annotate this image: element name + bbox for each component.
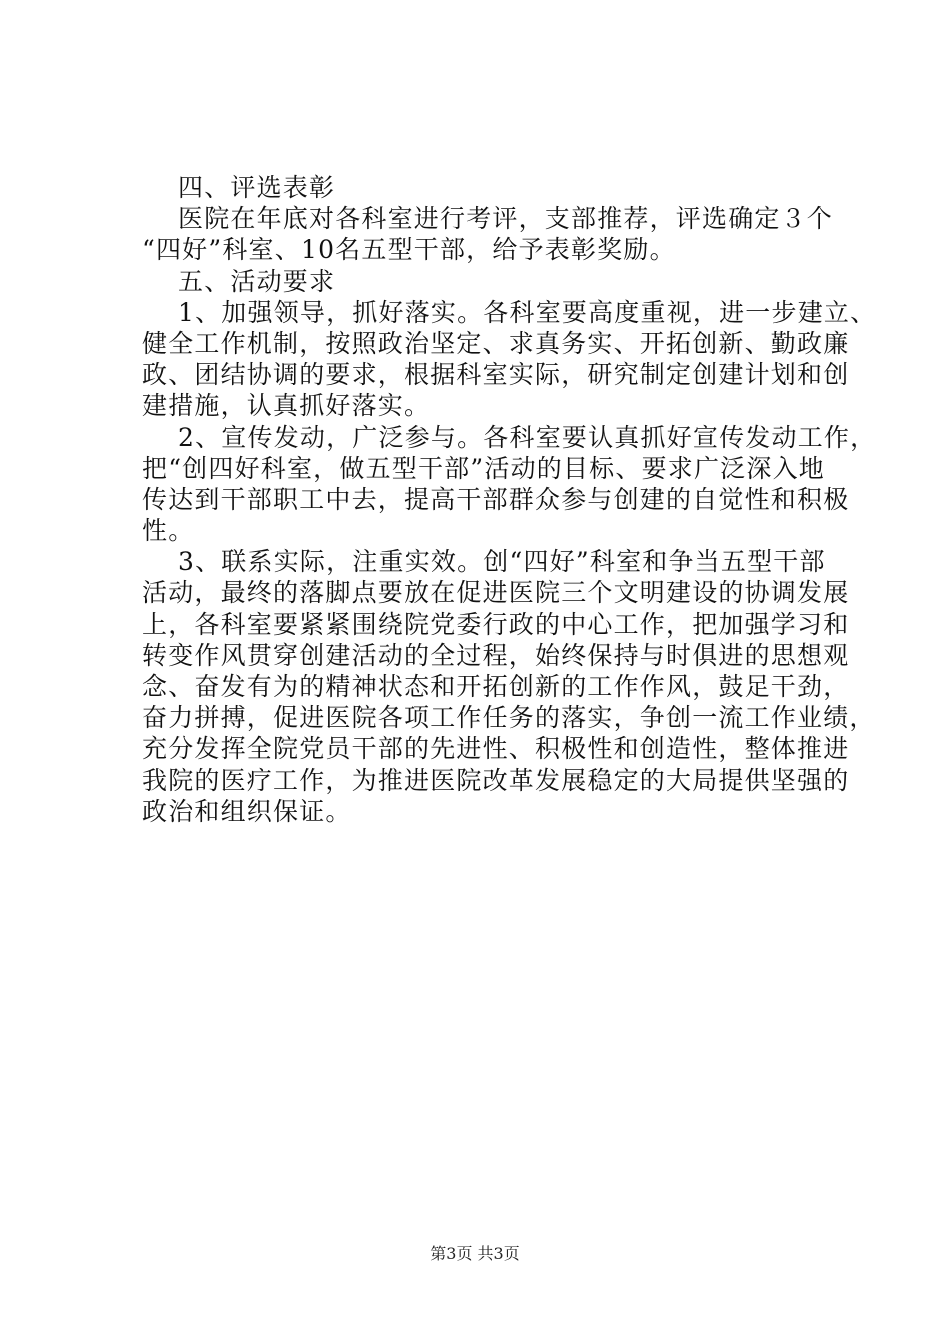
paragraph-line: 性。 [142, 516, 195, 546]
paragraph-line: 充分发挥全院党员干部的先进性、积极性和创造性，整体推进 [142, 734, 850, 764]
paragraph-line: 转变作风贯穿创建活动的全过程，始终保持与时俱进的思想观 [142, 640, 850, 670]
heading-section-4: 四、评选表彰 [178, 173, 336, 202]
paragraph-line: 我院的医疗工作，为推进医院改革发展稳定的大局提供坚强的 [142, 765, 850, 795]
paragraph-line: 奋力拼搏，促进医院各项工作任务的落实，争创一流工作业绩， [142, 703, 876, 733]
paragraph-line: 政、团结协调的要求，根据科室实际，研究制定创建计划和创 [142, 360, 850, 390]
paragraph-line: 医院在年底对各科室进行考评，支部推荐，评选确定３个 [178, 204, 834, 234]
paragraph-line: 健全工作机制，按照政治坚定、求真务实、开拓创新、勤政廉 [142, 328, 850, 358]
page-footer: 第3页 共3页 [430, 1244, 520, 1263]
document-body [142, 172, 877, 827]
paragraph-line: 3、联系实际，注重实效。创“四好”科室和争当五型干部 [178, 547, 826, 577]
paragraph-line: 建措施，认真抓好落实。 [142, 391, 431, 421]
paragraph-line: “四好”科室、10名五型干部，给予表彰奖励。 [142, 235, 676, 265]
paragraph-line: 把“创四好科室，做五型干部”活动的目标、要求广泛深入地 [142, 453, 825, 483]
paragraph-line: 活动，最终的落脚点要放在促进医院三个文明建设的协调发展 [142, 578, 850, 608]
paragraph-line: 政治和组织保证。 [142, 796, 352, 826]
paragraph-line: 2、宣传发动，广泛参与。各科室要认真抓好宣传发动工作， [178, 422, 877, 452]
paragraph-line: 上，各科室要紧紧围绕院党委行政的中心工作，把加强学习和 [142, 609, 850, 639]
paragraph-line: 传达到干部职工中去，提高干部群众参与创建的自觉性和积极 [142, 484, 850, 514]
paragraph-line: 念、奋发有为的精神状态和开拓创新的工作作风，鼓足干劲， [142, 672, 850, 701]
paragraph-line: 1、加强领导，抓好落实。各科室要高度重视，进一步建立、 [178, 297, 877, 327]
heading-section-5: 五、活动要求 [178, 266, 336, 296]
